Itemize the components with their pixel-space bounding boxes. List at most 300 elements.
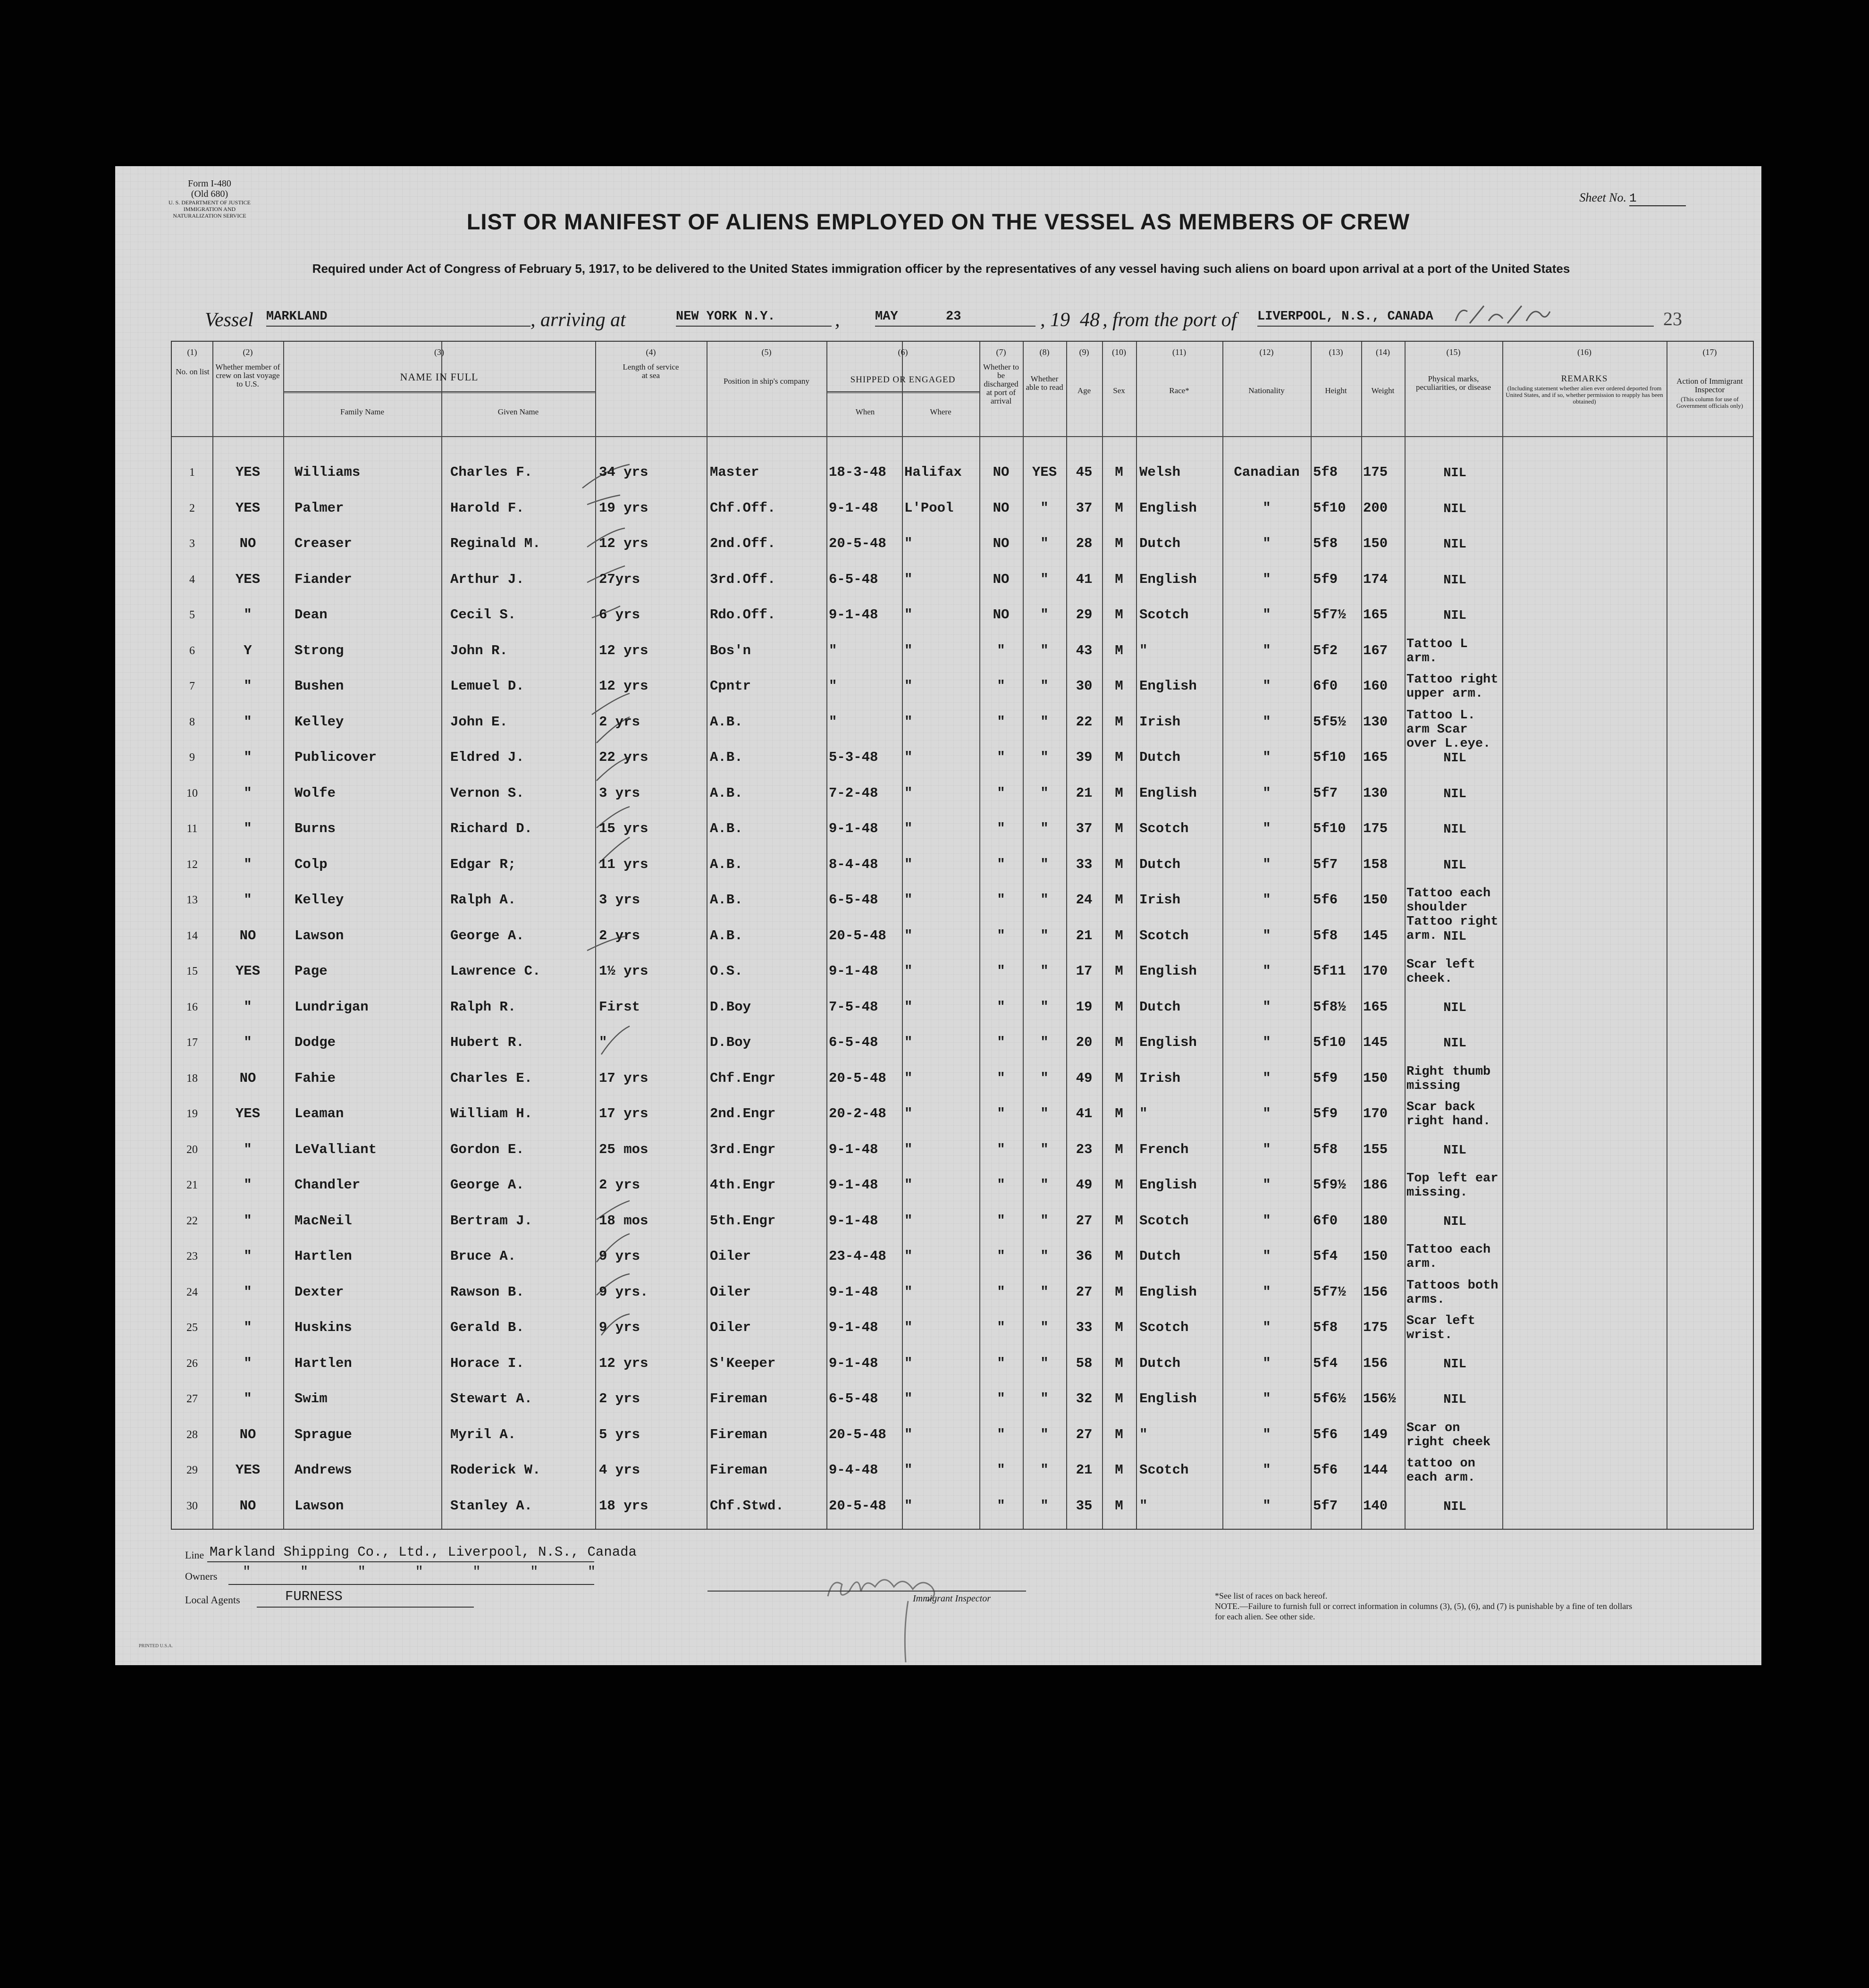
cell-height: 5f9½ [1313, 1177, 1346, 1193]
cell-n: 23 [186, 1250, 198, 1263]
arrival-year: 48 [1080, 309, 1100, 331]
cell-disch: " [997, 856, 1005, 872]
cell-given: Charles E. [450, 1070, 533, 1086]
cell-read: " [1040, 642, 1049, 658]
cell-age: 36 [1076, 1248, 1093, 1264]
page-stamp: 23 [1663, 308, 1682, 329]
cell-height: 5f11 [1313, 963, 1346, 979]
cell-nat: " [1263, 1070, 1271, 1086]
cell-family: Creaser [295, 536, 352, 551]
cell-age: 39 [1076, 750, 1093, 765]
cell-height: 5f7½ [1313, 1284, 1346, 1300]
cell-position: Fireman [710, 1391, 767, 1407]
col4-number: (4) [646, 347, 656, 357]
cell-when: 7-5-48 [829, 999, 878, 1015]
cell-prev: " [244, 1391, 252, 1407]
cell-age: 41 [1076, 1106, 1093, 1121]
cell-nat: Canadian [1234, 464, 1300, 480]
col9-number: (9) [1079, 347, 1089, 357]
cell-where: " [904, 607, 913, 623]
cell-service: 19 yrs [599, 500, 648, 516]
cell-weight: 140 [1363, 1498, 1388, 1514]
cell-position: A.B. [710, 750, 743, 765]
cell-age: 17 [1076, 963, 1093, 979]
cell-disch: " [997, 1070, 1005, 1086]
cell-weight: 165 [1363, 607, 1388, 623]
cell-family: LeValliant [295, 1141, 377, 1157]
cell-prev: " [244, 1141, 252, 1157]
cell-nat: " [1263, 785, 1271, 801]
cell-height: 5f10 [1313, 750, 1346, 765]
cell-height: 5f10 [1313, 821, 1346, 836]
table-row [172, 857, 1753, 876]
cell-race: Scotch [1139, 1320, 1189, 1335]
cell-weight: 150 [1363, 536, 1388, 551]
cell-prev: " [244, 1284, 252, 1300]
cell-when: 9-1-48 [829, 963, 878, 979]
cell-marks: Right thumb missing [1406, 1064, 1491, 1093]
cell-marks: NIL [1443, 538, 1466, 552]
cell-prev: NO [239, 1070, 256, 1086]
cell-marks: NIL [1443, 823, 1466, 837]
table-row [172, 637, 1753, 665]
cell-given: Harold F. [450, 500, 524, 516]
cell-weight: 150 [1363, 1070, 1388, 1086]
cell-height: 5f6 [1313, 1462, 1338, 1478]
cell-given: Reginald M. [450, 536, 541, 551]
col17-number: (17) [1702, 347, 1717, 357]
cell-disch: " [997, 1462, 1005, 1478]
cell-n: 13 [186, 894, 198, 906]
cell-given: Eldred J. [450, 750, 524, 765]
cell-family: Wolfe [295, 785, 336, 801]
cell-weight: 180 [1363, 1213, 1388, 1229]
cell-read: " [1040, 1320, 1049, 1335]
departure-port: LIVERPOOL, N.S., CANADA [1257, 310, 1654, 327]
cell-when: 9-1-48 [829, 500, 878, 516]
cell-family: Kelley [295, 714, 344, 730]
cell-prev: " [244, 1177, 252, 1193]
table-row [172, 1100, 1753, 1129]
cell-marks: Scar back right hand. [1406, 1100, 1491, 1129]
cell-position: Fireman [710, 1426, 767, 1442]
cell-when: 9-1-48 [829, 1284, 878, 1300]
table-row [172, 1035, 1753, 1053]
cell-where: " [904, 750, 913, 765]
cell-read: " [1040, 714, 1049, 730]
table-row [172, 708, 1753, 751]
cell-sex: M [1115, 927, 1123, 943]
cell-nat: " [1263, 642, 1271, 658]
cell-age: 27 [1076, 1284, 1093, 1300]
cell-disch: " [997, 1248, 1005, 1264]
cell-family: Kelley [295, 892, 344, 908]
cell-family: Fahie [295, 1070, 336, 1086]
cell-disch: " [997, 892, 1005, 908]
cell-read: " [1040, 927, 1049, 943]
cell-marks: Scar left wrist. [1406, 1314, 1475, 1342]
cell-prev: " [244, 821, 252, 836]
cell-family: Chandler [295, 1177, 361, 1193]
cell-nat: " [1263, 607, 1271, 623]
cell-position: O.S. [710, 963, 743, 979]
cell-disch: NO [993, 500, 1010, 516]
cell-age: 58 [1076, 1355, 1093, 1371]
cell-nat: " [1263, 678, 1271, 694]
cell-marks: NIL [1443, 1214, 1466, 1229]
cell-nat: " [1263, 1141, 1271, 1157]
cell-family: Burns [295, 821, 336, 836]
cell-disch: " [997, 1035, 1005, 1050]
cell-marks: Top left ear missing. [1406, 1171, 1499, 1200]
cell-when: 9-1-48 [829, 1213, 878, 1229]
cell-prev: YES [235, 1106, 261, 1121]
cell-read: " [1040, 1355, 1049, 1371]
local-agents-label: Local Agents [185, 1594, 240, 1606]
cell-given: Myril A. [450, 1426, 516, 1442]
cell-weight: 155 [1363, 1141, 1388, 1157]
arrival-day: 23 [946, 310, 1036, 327]
cell-age: 27 [1076, 1426, 1093, 1442]
cell-height: 5f6½ [1313, 1391, 1346, 1407]
cell-read: " [1040, 571, 1049, 587]
col1-number: (1) [187, 347, 197, 357]
cell-height: 5f4 [1313, 1248, 1338, 1264]
cell-sex: M [1115, 1070, 1123, 1086]
cell-height: 5f9 [1313, 1106, 1338, 1121]
form-number: Form I-480 [188, 178, 231, 189]
cell-prev: NO [239, 536, 256, 551]
shipped-when-header: When [855, 407, 875, 416]
cell-service: 18 mos [599, 1213, 648, 1229]
from-port-label: , from the port of [1103, 309, 1237, 331]
cell-sex: M [1115, 464, 1123, 480]
cell-sex: M [1115, 1213, 1123, 1229]
table-row [172, 464, 1753, 483]
cell-family: Leaman [295, 1106, 344, 1121]
cell-service: 25 mos [599, 1141, 648, 1157]
col3-header: NAME IN FULL [400, 371, 479, 383]
arriving-label: , arriving at [530, 309, 626, 331]
cell-given: George A. [450, 1177, 524, 1193]
cell-service: 2 yrs [599, 927, 640, 943]
cell-when: 20-5-48 [829, 1498, 886, 1514]
printed-mark: PRINTED U.S.A. [139, 1643, 173, 1649]
vessel-name: MARKLAND [266, 310, 530, 327]
cell-age: 24 [1076, 892, 1093, 908]
cell-disch: " [997, 714, 1005, 730]
cell-prev: NO [239, 1498, 256, 1514]
cell-where: " [904, 678, 913, 694]
cell-given: Ralph R. [450, 999, 516, 1015]
cell-prev: " [244, 750, 252, 765]
table-row [172, 1356, 1753, 1374]
cell-n: 18 [186, 1072, 198, 1085]
cell-service: 4 yrs [599, 1462, 640, 1478]
cell-service: 2 yrs [599, 1391, 640, 1407]
cell-marks: NIL [1443, 1143, 1466, 1158]
document-title: LIST OR MANIFEST OF ALIENS EMPLOYED ON THE VESSEL AS MEMBERS OF CREW [466, 209, 1410, 234]
cell-prev: " [244, 678, 252, 694]
cell-sex: M [1115, 1284, 1123, 1300]
cell-disch: " [997, 1498, 1005, 1514]
cell-disch: NO [993, 536, 1010, 551]
cell-n: 5 [189, 609, 195, 621]
cell-service: 9 yrs. [599, 1284, 648, 1300]
cell-marks: NIL [1443, 1393, 1466, 1407]
cell-n: 21 [186, 1179, 198, 1191]
crew-manifest-table [171, 341, 1754, 1530]
cell-nat: " [1263, 1106, 1271, 1121]
cell-weight: 156 [1363, 1355, 1388, 1371]
cell-sex: M [1115, 1248, 1123, 1264]
cell-n: 27 [186, 1393, 198, 1405]
cell-prev: " [244, 785, 252, 801]
col7-header: Whether to be discharged at port of arrival [983, 362, 1019, 405]
cell-age: 30 [1076, 678, 1093, 694]
cell-height: 5f7 [1313, 785, 1338, 801]
cell-height: 5f7½ [1313, 607, 1346, 623]
cell-race: Dutch [1139, 750, 1181, 765]
cell-read: YES [1032, 464, 1057, 480]
cell-marks: NIL [1443, 573, 1466, 588]
cell-sex: M [1115, 536, 1123, 551]
cell-nat: " [1263, 1426, 1271, 1442]
cell-where: " [904, 1391, 913, 1407]
year-prefix: , 19 [1040, 309, 1070, 331]
cell-marks: Scar left cheek. [1406, 958, 1475, 986]
cell-family: Page [295, 963, 328, 979]
cell-disch: " [997, 1426, 1005, 1442]
cell-height: 5f7 [1313, 856, 1338, 872]
cell-nat: " [1263, 1462, 1271, 1478]
cell-family: Dodge [295, 1035, 336, 1050]
table-row [172, 1171, 1753, 1200]
cell-weight: 175 [1363, 464, 1388, 480]
table-row [172, 1278, 1753, 1307]
table-row [172, 607, 1753, 626]
cell-height: 5f8 [1313, 927, 1338, 943]
cell-prev: " [244, 1320, 252, 1335]
cell-family: Williams [295, 464, 361, 480]
col14-header: Weight [1371, 386, 1395, 395]
cell-sex: M [1115, 892, 1123, 908]
cell-race: Scotch [1139, 1462, 1189, 1478]
cell-position: 3rd.Off. [710, 571, 776, 587]
cell-weight: 156½ [1363, 1391, 1396, 1407]
cell-when: 23-4-48 [829, 1248, 886, 1264]
cell-read: " [1040, 892, 1049, 908]
cell-nat: " [1263, 1213, 1271, 1229]
cell-race: Scotch [1139, 607, 1189, 623]
cell-marks: NIL [1443, 609, 1466, 623]
cell-read: " [1040, 1213, 1049, 1229]
cell-disch: " [997, 963, 1005, 979]
form-old-number: (Old 680) [191, 189, 228, 199]
cell-race: English [1139, 1035, 1197, 1050]
cell-prev: " [244, 856, 252, 872]
cell-given: Rawson B. [450, 1284, 524, 1300]
cell-service: 2 yrs [599, 714, 640, 730]
cell-position: 2nd.Off. [710, 536, 776, 551]
cell-disch: " [997, 1141, 1005, 1157]
cell-marks: Tattoo right upper arm. [1406, 673, 1499, 701]
cell-race: English [1139, 678, 1197, 694]
cell-read: " [1040, 678, 1049, 694]
cell-position: A.B. [710, 856, 743, 872]
cell-when: 20-5-48 [829, 927, 886, 943]
cell-prev: " [244, 1035, 252, 1050]
cell-sex: M [1115, 607, 1123, 623]
cell-disch: " [997, 1355, 1005, 1371]
cell-when: 20-5-48 [829, 536, 886, 551]
cell-disch: " [997, 642, 1005, 658]
table-row [172, 1142, 1753, 1161]
cell-sex: M [1115, 714, 1123, 730]
cell-nat: " [1263, 963, 1271, 979]
cell-sex: M [1115, 750, 1123, 765]
cell-service: 9 yrs [599, 1320, 640, 1335]
cell-age: 37 [1076, 500, 1093, 516]
cell-age: 21 [1076, 1462, 1093, 1478]
cell-sex: M [1115, 999, 1123, 1015]
cell-weight: 149 [1363, 1426, 1388, 1442]
given-name-header: Given Name [497, 407, 539, 416]
cell-disch: " [997, 1320, 1005, 1335]
cell-position: Bos'n [710, 642, 751, 658]
cell-when: " [829, 642, 837, 658]
cell-position: A.B. [710, 785, 743, 801]
cell-race: " [1139, 1498, 1148, 1514]
cell-weight: 130 [1363, 785, 1388, 801]
cell-given: Lawrence C. [450, 963, 541, 979]
cell-height: 5f5½ [1313, 714, 1346, 730]
cell-given: Roderick W. [450, 1462, 541, 1478]
cell-age: 28 [1076, 536, 1093, 551]
cell-height: 5f9 [1313, 571, 1338, 587]
cell-service: 17 yrs [599, 1106, 648, 1121]
cell-position: Rdo.Off. [710, 607, 776, 623]
cell-age: 49 [1076, 1070, 1093, 1086]
cell-family: Palmer [295, 500, 344, 516]
cell-disch: " [997, 785, 1005, 801]
cell-family: MacNeil [295, 1213, 352, 1229]
cell-given: Horace I. [450, 1355, 524, 1371]
cell-service: 17 yrs [599, 1070, 648, 1086]
cell-prev: NO [239, 1426, 256, 1442]
cell-family: Hartlen [295, 1248, 352, 1264]
penalty-note: NOTE.—Failure to furnish full or correct information in columns (3), (5), (6), and (7) is punishable by a fine of ten dollars for each alien. See other side. [1215, 1601, 1633, 1621]
cell-n: 11 [186, 823, 198, 835]
cell-family: Lundrigan [295, 999, 369, 1015]
local-agents-value: FURNESS [285, 1589, 343, 1604]
cell-n: 22 [186, 1214, 198, 1227]
cell-given: William H. [450, 1106, 533, 1121]
col16-header: REMARKS [1561, 374, 1608, 384]
cell-height: 6f0 [1313, 678, 1338, 694]
cell-nat: " [1263, 892, 1271, 908]
cell-service: 3 yrs [599, 785, 640, 801]
cell-service: 9 yrs [599, 1248, 640, 1264]
cell-n: 25 [186, 1322, 198, 1334]
cell-nat: " [1263, 1248, 1271, 1264]
cell-service: 34 yrs [599, 464, 648, 480]
cell-prev: YES [235, 500, 261, 516]
arrival-port: NEW YORK N.Y. [676, 310, 832, 327]
cell-where: Halifax [904, 464, 962, 480]
cell-given: Bertram J. [450, 1213, 533, 1229]
cell-weight: 150 [1363, 1248, 1388, 1264]
cell-disch: " [997, 1177, 1005, 1193]
cell-age: 21 [1076, 927, 1093, 943]
col7-number: (7) [996, 347, 1006, 357]
cell-read: " [1040, 963, 1049, 979]
cell-read: " [1040, 856, 1049, 872]
cell-where: " [904, 642, 913, 658]
cell-when: 9-1-48 [829, 1355, 878, 1371]
cell-when: 9-1-48 [829, 821, 878, 836]
cell-given: Gerald B. [450, 1320, 524, 1335]
cell-when: 7-2-48 [829, 785, 878, 801]
cell-given: Lemuel D. [450, 678, 524, 694]
cell-position: D.Boy [710, 1035, 751, 1050]
cell-where: " [904, 571, 913, 587]
cell-service: 5 yrs [599, 1426, 640, 1442]
cell-weight: 165 [1363, 750, 1388, 765]
cell-position: A.B. [710, 927, 743, 943]
col12-header: Nationality [1248, 386, 1285, 395]
cell-family: Publicover [295, 750, 377, 765]
cell-age: 33 [1076, 856, 1093, 872]
cell-service: 1½ yrs [599, 963, 648, 979]
cell-prev: " [244, 1248, 252, 1264]
cell-where: " [904, 1462, 913, 1478]
cell-n: 4 [189, 573, 195, 586]
cell-nat: " [1263, 1035, 1271, 1050]
cell-n: 1 [189, 466, 195, 479]
table-row [172, 821, 1753, 840]
col1-header: No. on list [176, 367, 210, 376]
cell-where: " [904, 1498, 913, 1514]
cell-age: 23 [1076, 1141, 1093, 1157]
manifest-footer [115, 1544, 1761, 1662]
cell-read: " [1040, 1426, 1049, 1442]
cell-sex: M [1115, 1462, 1123, 1478]
cell-nat: " [1263, 999, 1271, 1015]
service-name: IMMIGRATION AND NATURALIZATION SERVICE [173, 206, 246, 219]
cell-given: John E. [450, 714, 508, 730]
cell-age: 37 [1076, 821, 1093, 836]
document-subtitle: Required under Act of Congress of February 5, 1917, to be delivered to the United States immigration officer by the representatives of any vessel having such aliens on board upon arrival at a port of the United States [312, 261, 1570, 276]
col4-header: Length of service at sea [623, 362, 679, 380]
cell-position: Master [710, 464, 759, 480]
cell-disch: " [997, 750, 1005, 765]
cell-position: Chf.Off. [710, 500, 776, 516]
cell-age: 35 [1076, 1498, 1093, 1514]
cell-when: 18-3-48 [829, 464, 886, 480]
cell-n: 9 [189, 751, 195, 764]
cell-age: 29 [1076, 607, 1093, 623]
cell-race: Dutch [1139, 999, 1181, 1015]
cell-n: 12 [186, 858, 198, 871]
table-row [172, 1421, 1753, 1449]
col14-number: (14) [1376, 347, 1390, 357]
cell-nat: " [1263, 571, 1271, 587]
cell-weight: 144 [1363, 1462, 1388, 1478]
cell-position: 3rd.Engr [710, 1141, 776, 1157]
cell-prev: " [244, 714, 252, 730]
table-row [172, 750, 1753, 768]
